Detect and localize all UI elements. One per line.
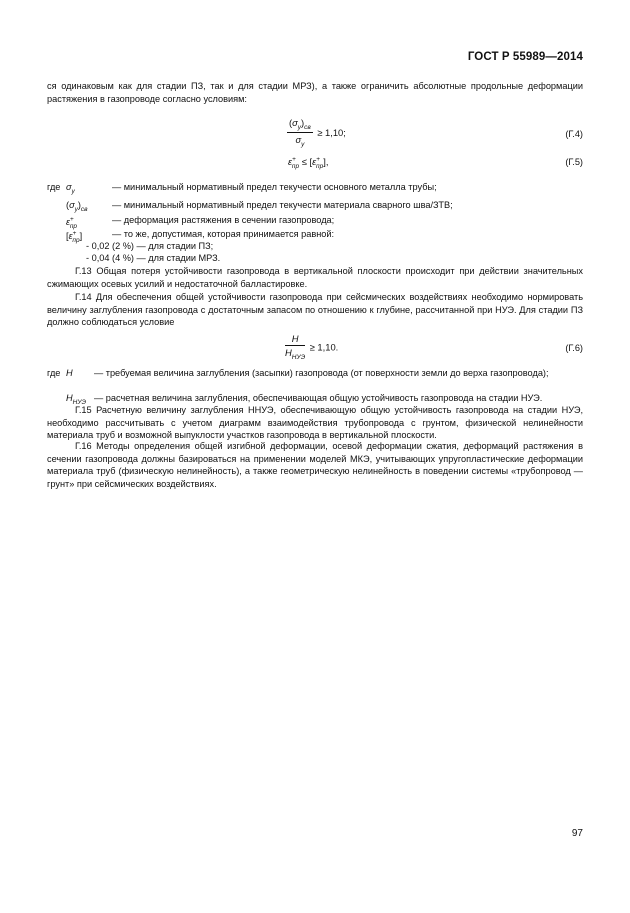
paragraph-g13: Г.13 Общая потеря устойчивости газопровода в вертикальной плоскости происходит при действии значительных сжимающих осевых усилий и недостаточной балластировке. bbox=[47, 266, 583, 289]
paragraph-g15: Г.15 Расчетную величину заглубления HНУЭ, обеспечивающую общую устойчивость газопровода на стадии НУЭ, необходимо рассчитывать с учетом диаграмм взаимодействия трубопровода с грунтом, физической нелинейности материала труб и возможной выпуклости участков газопровода в вертикальной плоскости. bbox=[47, 405, 583, 441]
def-stage-pz: - 0,02 (2 %) — для стадии ПЗ; bbox=[86, 241, 214, 251]
def-eps-pr-allowed: — то же, допустимая, которая принимается равной: bbox=[112, 229, 335, 239]
symbol-h-nue: $H_{НУЭ}$ bbox=[66, 393, 87, 406]
formula-g6-fraction bbox=[285, 333, 305, 361]
formula-g6-number: (Г.6) bbox=[565, 343, 583, 353]
paragraph-g16: Г.16 Методы определения общей изгибной деформации, осевой деформации сжатия, деформаций растяжения в сечении газопровода должны базироваться на применении моделей МКЭ, учитывающих упругопластические деформации материала труб (физическую нелинейность), а также геометрическую нелинейность в поведении системы «трубопровод — грунт» при сейсмических воздействиях. bbox=[47, 441, 583, 489]
symbol-h: H bbox=[66, 368, 73, 378]
where-label-2: где bbox=[47, 368, 61, 378]
formula-g4-denominator: $\sigma_y$ bbox=[295, 133, 305, 148]
def-h-nue: — расчетная величина заглубления, обеспечивающая общую устойчивость газопровода на стадии НУЭ. bbox=[94, 393, 543, 403]
where-label-1: где bbox=[47, 182, 61, 192]
def-eps-pr: — деформация растяжения в сечении газопровода; bbox=[112, 215, 335, 225]
intro-paragraph: ся одинаковым как для стадии ПЗ, так и для стадии МРЗ), а также ограничить абсолютные продольные деформации растяжения в газопроводе согласно условиям: bbox=[47, 81, 583, 104]
formula-g6-relation: ≥ 1,10. bbox=[309, 341, 339, 353]
formula-g6-numerator: H bbox=[285, 333, 305, 346]
page-number: 97 bbox=[571, 828, 583, 839]
def-stage-mrz: - 0,04 (4 %) — для стадии МРЗ. bbox=[86, 253, 221, 263]
formula-g4-fraction bbox=[287, 117, 313, 148]
symbol-eps-pr-allowed: $[\varepsilon^+_{пр}]$ bbox=[66, 230, 83, 244]
standard-header: ГОСТ Р 55989—2014 bbox=[467, 51, 583, 63]
formula-g5: $\varepsilon^+_{пр} \le [\varepsilon^+_{пр}]$, bbox=[288, 156, 329, 170]
formula-g4-relation: ≥ 1,10; bbox=[317, 126, 346, 138]
paragraph-g14: Г.14 Для обеспечения общей устойчивости газопровода при сейсмических воздействиях необходимо нормировать величину заглубления газопровода с достаточным запасом по отношению к глубине, рассчитанной при НУЭ. Для стадии ПЗ должно соблюдаться условие bbox=[47, 292, 583, 328]
symbol-sigma-y-sv: $(\sigma_y)_{св}$ bbox=[66, 200, 88, 213]
formula-g4 bbox=[287, 117, 346, 148]
def-h: — требуемая величина заглубления (засыпки) газопровода (от поверхности земли до верха газопровода); bbox=[94, 368, 549, 378]
def-sigma-y: — минимальный нормативный предел текучести основного металла трубы; bbox=[112, 182, 437, 192]
formula-g4-number: (Г.4) bbox=[565, 129, 583, 139]
formula-g5-number: (Г.5) bbox=[565, 157, 583, 167]
symbol-eps-pr: $\varepsilon^+_{пр}$ bbox=[66, 216, 78, 230]
def-sigma-y-sv: — минимальный нормативный предел текучести материала сварного шва/ЗТВ; bbox=[112, 200, 453, 210]
symbol-sigma-y: $\sigma_y$ bbox=[66, 182, 75, 195]
formula-g6 bbox=[285, 333, 338, 361]
formula-g6-denominator: $H_{НУЭ}$ bbox=[285, 347, 306, 361]
formula-g4-numerator: $(\sigma_y)_{св}$ bbox=[289, 117, 311, 131]
